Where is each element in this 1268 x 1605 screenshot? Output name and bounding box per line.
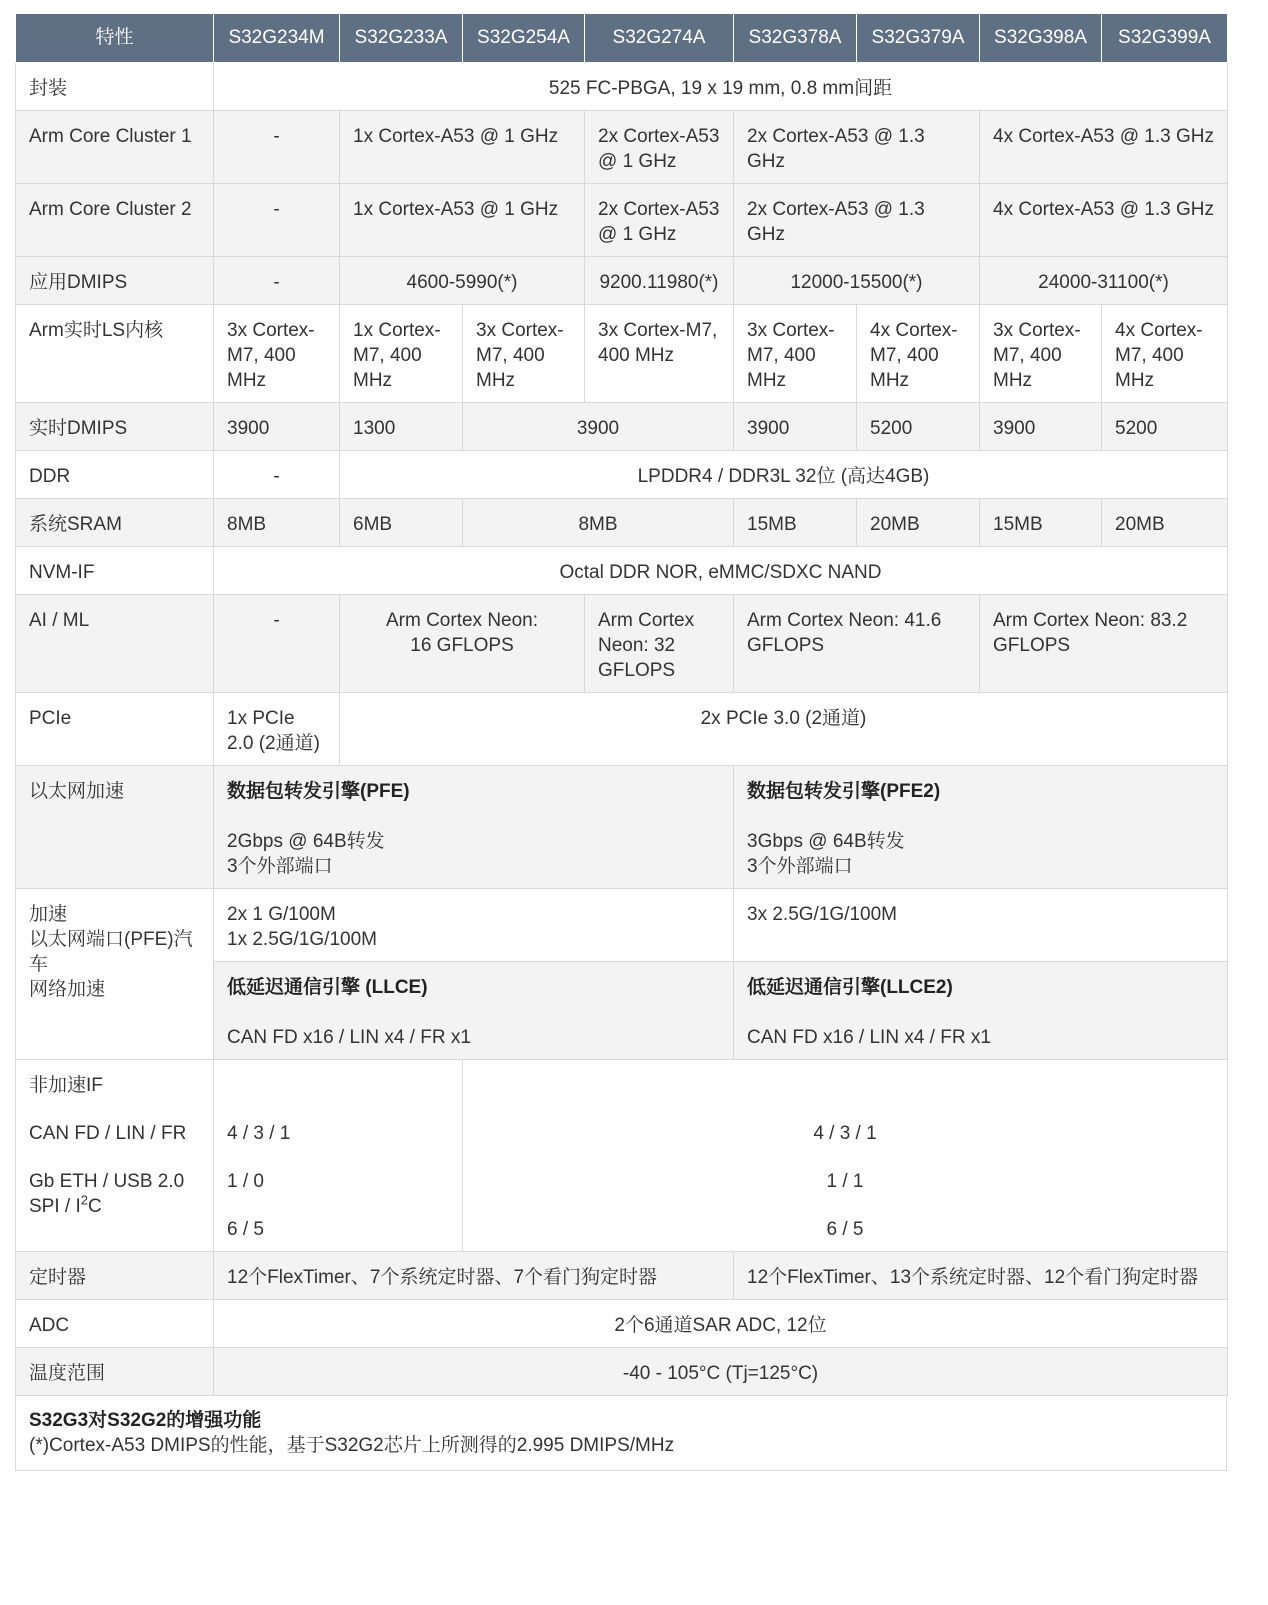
row-app-dmips <box>16 257 1228 305</box>
cell: 12000-15500(*) <box>734 257 980 305</box>
label-line: 以太网端口(PFE)汽车 <box>29 929 193 975</box>
cell: 1300 <box>340 403 463 451</box>
cell: 2x PCIe 3.0 (2通道) <box>340 693 1228 766</box>
table-header <box>16 14 1228 63</box>
cell: - <box>214 451 340 499</box>
cell: 1x Cortex-A53 @ 1 GHz <box>340 111 585 184</box>
label-line: 加速 <box>29 904 68 925</box>
row-label <box>16 889 214 1060</box>
pfe-title: 数据包转发引擎(PFE) <box>227 781 410 802</box>
cell <box>214 889 734 962</box>
header-s32g254a: S32G254A <box>463 14 585 63</box>
cell: - <box>214 257 340 305</box>
row-temp <box>16 1348 1228 1396</box>
cell: 12个FlexTimer、13个系统定时器、12个看门狗定时器 <box>734 1252 1228 1300</box>
cell <box>214 766 734 889</box>
cell: - <box>214 184 340 257</box>
row-accel-ports <box>16 889 1228 962</box>
cell: 2个6通道SAR ADC, 12位 <box>214 1300 1228 1348</box>
cell: 9200.11980(*) <box>585 257 734 305</box>
cell-line: 4 / 3 / 1 <box>813 1123 877 1144</box>
cell-line: 3Gbps @ 64B转发 <box>747 831 905 852</box>
cell: - <box>214 595 340 693</box>
cell: 3x 2.5G/1G/100M <box>734 889 1228 962</box>
cell: 3x Cortex-M7, 400 MHz <box>980 305 1102 403</box>
cell-line: 4 / 3 / 1 <box>227 1123 291 1144</box>
cell: 8MB <box>214 499 340 547</box>
row-label: PCIe <box>16 693 214 766</box>
cell <box>214 962 734 1060</box>
label-line: CAN FD / LIN / FR <box>29 1123 187 1144</box>
cell-line: 2Gbps @ 64B转发 <box>227 831 385 852</box>
cell: Arm Cortex Neon: 41.6 GFLOPS <box>734 595 980 693</box>
cell: 3900 <box>980 403 1102 451</box>
cell: 12个FlexTimer、7个系统定时器、7个看门狗定时器 <box>214 1252 734 1300</box>
row-label <box>16 1060 214 1252</box>
header-s32g274a: S32G274A <box>585 14 734 63</box>
llce-title: 低延迟通信引擎 (LLCE) <box>227 977 428 998</box>
row-label: Arm Core Cluster 1 <box>16 111 214 184</box>
cell: 4x Cortex-A53 @ 1.3 GHz <box>980 184 1228 257</box>
row-cluster1 <box>16 111 1228 184</box>
cell: LPDDR4 / DDR3L 32位 (高达4GB) <box>340 451 1228 499</box>
row-label: Arm实时LS内核 <box>16 305 214 403</box>
row-label: ADC <box>16 1300 214 1348</box>
cell-line: 3个外部端口 <box>747 856 853 877</box>
cell: 3x Cortex-M7, 400 MHz <box>734 305 857 403</box>
llce2-title: 低延迟通信引擎(LLCE2) <box>747 977 953 998</box>
cell: 5200 <box>1102 403 1228 451</box>
header-s32g233a: S32G233A <box>340 14 463 63</box>
cell: 4600-5990(*) <box>340 257 585 305</box>
row-timers <box>16 1252 1228 1300</box>
row-rt-cores <box>16 305 1228 403</box>
cell: 1x PCIe 2.0 (2通道) <box>214 693 340 766</box>
row-ai-ml <box>16 595 1228 693</box>
row-pcie <box>16 693 1228 766</box>
footnote <box>15 1396 1227 1471</box>
row-label: 应用DMIPS <box>16 257 214 305</box>
cell-line: 6 / 5 <box>227 1219 264 1240</box>
row-eth-accel <box>16 766 1228 889</box>
cell: 3900 <box>463 403 734 451</box>
cell: 1x Cortex-M7, 400 MHz <box>340 305 463 403</box>
row-cluster2 <box>16 184 1228 257</box>
cell: - <box>214 111 340 184</box>
cell: 2x Cortex-A53 @ 1 GHz <box>585 184 734 257</box>
cell: 3x Cortex-M7, 400 MHz <box>585 305 734 403</box>
cell: -40 - 105°C (Tj=125°C) <box>214 1348 1228 1396</box>
cell-line: 6 / 5 <box>826 1219 864 1240</box>
row-label: 温度范围 <box>16 1348 214 1396</box>
row-label: Arm Core Cluster 2 <box>16 184 214 257</box>
header-feature: 特性 <box>16 14 214 63</box>
comparison-table-container <box>15 13 1227 1471</box>
label-line: 网络加速 <box>29 979 106 1000</box>
cell: Arm Cortex Neon: 83.2 GFLOPS <box>980 595 1228 693</box>
cell <box>340 595 585 693</box>
cell: 4x Cortex-M7, 400 MHz <box>1102 305 1228 403</box>
row-label: NVM-IF <box>16 547 214 595</box>
header-s32g399a: S32G399A <box>1102 14 1228 63</box>
row-rt-dmips <box>16 403 1228 451</box>
cell: 15MB <box>980 499 1102 547</box>
header-s32g398a: S32G398A <box>980 14 1102 63</box>
cell: 6MB <box>340 499 463 547</box>
cell-line: 1 / 1 <box>826 1171 864 1192</box>
cell: 2x Cortex-A53 @ 1.3 GHz <box>734 111 980 184</box>
cell: Arm Cortex Neon: 32 GFLOPS <box>585 595 734 693</box>
header-s32g378a: S32G378A <box>734 14 857 63</box>
label-line: 非加速IF <box>29 1075 103 1096</box>
row-sram <box>16 499 1228 547</box>
cell: 4x Cortex-A53 @ 1.3 GHz <box>980 111 1228 184</box>
header-s32g234m: S32G234M <box>214 14 340 63</box>
package-value: 525 FC-PBGA, 19 x 19 mm, 0.8 mm间距 <box>214 63 1228 111</box>
cell-line: 16 GFLOPS <box>410 635 514 656</box>
cell: 3x Cortex-M7, 400 MHz <box>463 305 585 403</box>
label-line: Gb ETH / USB 2.0 <box>29 1171 185 1192</box>
cell-line: Arm Cortex Neon: <box>385 610 539 631</box>
cell <box>214 1060 463 1252</box>
row-nvm <box>16 547 1228 595</box>
row-nonaccel <box>16 1060 1228 1252</box>
cell: 2x Cortex-A53 @ 1 GHz <box>585 111 734 184</box>
cell: 8MB <box>463 499 734 547</box>
cell: 4x Cortex-M7, 400 MHz <box>857 305 980 403</box>
row-ddr <box>16 451 1228 499</box>
cell: 20MB <box>857 499 980 547</box>
row-label: 封装 <box>16 63 214 111</box>
label-line: SPI / I <box>29 1196 81 1217</box>
cell-line: 1 / 0 <box>227 1171 264 1192</box>
row-label: 以太网加速 <box>16 766 214 889</box>
cell-line: 2x 1 G/100M <box>227 904 336 925</box>
row-label: 系统SRAM <box>16 499 214 547</box>
cell <box>734 766 1228 889</box>
cell: Octal DDR NOR, eMMC/SDXC NAND <box>214 547 1228 595</box>
row-label: DDR <box>16 451 214 499</box>
cell: 3900 <box>214 403 340 451</box>
footnote-text: (*)Cortex-A53 DMIPS的性能，基于S32G2芯片上所测得的2.995 DMIPS/MHz <box>29 1435 675 1456</box>
cell: 5200 <box>857 403 980 451</box>
cell: 3x Cortex-M7, 400 MHz <box>214 305 340 403</box>
footnote-title: S32G3对S32G2的增强功能 <box>29 1410 262 1431</box>
cell-line: CAN FD x16 / LIN x4 / FR x1 <box>747 1027 991 1048</box>
spec-comparison-table <box>15 13 1228 1396</box>
cell: 20MB <box>1102 499 1228 547</box>
row-label: AI / ML <box>16 595 214 693</box>
pfe2-title: 数据包转发引擎(PFE2) <box>747 781 941 802</box>
row-label: 定时器 <box>16 1252 214 1300</box>
cell-line: CAN FD x16 / LIN x4 / FR x1 <box>227 1027 471 1048</box>
row-label: 实时DMIPS <box>16 403 214 451</box>
row-package <box>16 63 1228 111</box>
cell: 15MB <box>734 499 857 547</box>
superscript: 2 <box>80 1192 88 1208</box>
cell-line: 3个外部端口 <box>227 856 333 877</box>
cell: 2x Cortex-A53 @ 1.3 GHz <box>734 184 980 257</box>
cell <box>734 962 1228 1060</box>
cell <box>463 1060 1228 1252</box>
cell-line: 1x 2.5G/1G/100M <box>227 929 377 950</box>
cell: 1x Cortex-A53 @ 1 GHz <box>340 184 585 257</box>
header-s32g379a: S32G379A <box>857 14 980 63</box>
row-adc <box>16 1300 1228 1348</box>
label-line: C <box>87 1196 102 1217</box>
cell: 24000-31100(*) <box>980 257 1228 305</box>
cell: 3900 <box>734 403 857 451</box>
